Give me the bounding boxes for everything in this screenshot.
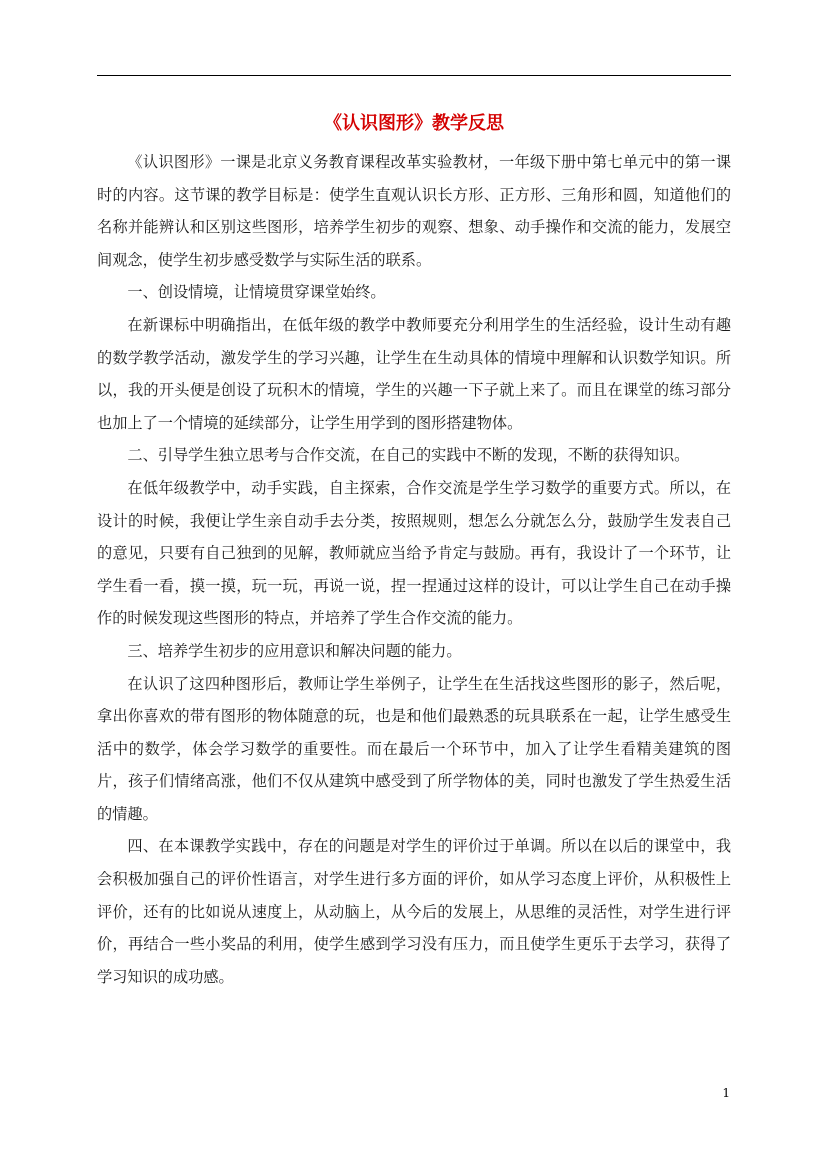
section-heading-2: 二、引导学生独立思考与合作交流，在自己的实践中不断的发现，不断的获得知识。 [127, 446, 690, 465]
section-paragraph-4: 四、在本课教学实践中，存在的问题是对学生的评价过于单调。所以在以后的课堂中，我会积极加强自己的评价性语言，对学生进行多方面的评价，如从学习态度上评价，从积极性上评价，还有的比如说从速度上，从动脑上，从今后的发展上，从思维的灵活性，对学生进行评价，再结合一些小奖品的利用，使学生感到学习没有压力，而且使学生更乐于去学习，获得了学习知识的成功感。 [97, 837, 731, 986]
section-paragraph-3: 在认识了这四种图形后，教师让学生举例子，让学生在生活找这些图形的影子，然后呢，拿出你喜欢的带有图形的物体随意的玩，也是和他们最熟悉的玩具联系在一起，让学生感受生活中的数学，体会学习数学的重要性。而在最后一个环节中，加入了让学生看精美建筑的图片，孩子们情绪高涨，他们不仅从建筑中感受到了所学物体的美，同时也激发了学生热爱生活的情趣。 [97, 674, 731, 823]
section-paragraph-1: 在新课标中明确指出，在低年级的教学中教师要充分利用学生的生活经验，设计生动有趣的数学教学活动，激发学生的学习兴趣，让学生在生动具体的情境中理解和认识数学知识。所以，我的开头便是创设了玩积木的情境，学生的兴趣一下子就上来了。而且在课堂的练习部分也加上了一个情境的延续部分，让学生用学到的图形搭建物体。 [97, 315, 731, 432]
section-paragraph-2: 在低年级教学中，动手实践，自主探索，合作交流是学生学习数学的重要方式。所以，在设计的时候，我便让学生亲自动手去分类，按照规则，想怎么分就怎么分，鼓励学生发表自己的意见，只要有自己独到的见解，教师就应当给予肯定与鼓励。再有，我设计了一个环节，让学生看一看，摸一摸，玩一玩，再说一说，捏一捏通过这样的设计，可以让学生自己在动手操作的时候发现这些图形的特点，并培养了学生合作交流的能力。 [97, 478, 731, 628]
page-number: 1 [722, 1086, 730, 1100]
document-title: 《认识图形》教学反思 [324, 113, 504, 134]
header-rule [97, 75, 731, 76]
intro-paragraph: 《认识图形》一课是北京义务教育课程改革实验教材，一年级下册中第七单元中的第一课时的内容。这节课的教学目标是：使学生直观认识长方形、正方形、三角形和圆，知道他们的名称并能辨认和区别这些图形，培养学生初步的观察、想象、动手操作和交流的能力，发展空间观念，使学生初步感受数学与实际生活的联系。 [97, 153, 731, 269]
section-heading-3: 三、培养学生初步的应用意识和解决问题的能力。 [127, 641, 462, 660]
document-body [97, 146, 731, 993]
section-heading-1: 一、创设情境，让情境贯穿课堂始终。 [127, 283, 386, 302]
